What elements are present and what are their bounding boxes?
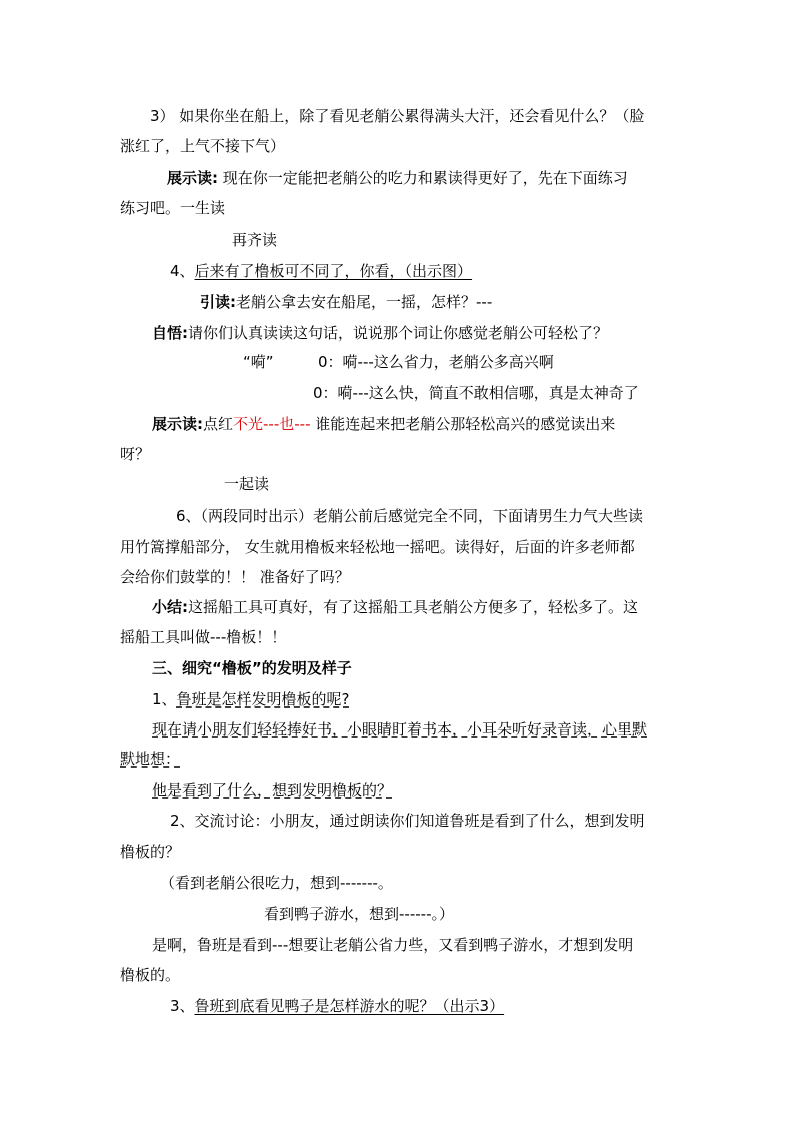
label-summary: 小结:	[152, 598, 188, 616]
label-lead-read: 引读:	[200, 293, 236, 311]
para-item-6-line1: 6、（两段同时出示）老艄公前后感觉完全不同，下面请男生力气大些读	[176, 507, 644, 525]
para-sub-2-line2: 橹板的？	[120, 843, 181, 861]
para-show-read-2	[152, 414, 615, 434]
para-instruction-line1: 现在请小朋友们轻轻捧好书，小眼睛盯着书本，小耳朵听好录音读，心里默	[152, 720, 648, 738]
item-number: 4、	[170, 262, 195, 280]
para-question: 他是看到了什么，想到发明橹板的？	[152, 781, 393, 799]
answer-2: 0：嗬---这么快，简直不敢相信哪，真是太神奇了	[313, 384, 639, 402]
para-answer-b: 看到鸭子游水，想到------。）	[264, 905, 454, 923]
item-4-text: 后来有了橹板可不同了，你看，（出示图）	[194, 262, 473, 280]
text-dot-red: 点红	[203, 415, 234, 433]
para-summary	[152, 597, 638, 617]
label-self-realize: 自悟:	[152, 324, 188, 342]
para-q3-line1: 3） 如果你坐在船上，除了看见老艄公累得满头大汗，还会看见什么？（脸	[150, 107, 645, 125]
para-answer-a: （看到老艄公很吃力，想到-------。	[160, 874, 393, 892]
text-show-read: 现在你一定能把老艄公的吃力和累读得更好了，先在下面练习	[218, 169, 628, 187]
para-read-again: 再齐读	[232, 231, 278, 249]
text-read-together: 谁能连起来把老艄公那轻松高兴的感觉读出来	[310, 415, 616, 433]
para-conclusion-line2: 橹板的。	[120, 966, 181, 984]
para-read-together: 一起读	[224, 475, 270, 493]
label-show-read-2: 展示读:	[152, 415, 203, 433]
para-sub-3	[170, 996, 504, 1016]
text-summary: 这摇船工具可真好，有了这摇船工具老艄公方便多了，轻松多了。这	[188, 598, 639, 616]
para-summary-line2: 摇船工具叫做---橹板！！	[120, 628, 287, 646]
para-self-realize	[152, 323, 608, 343]
highlight-text: 不光---也---	[233, 415, 311, 433]
para-item-6-line2: 用竹篙撑船部分， 女生就用橹板来轻松地一摇吧。读得好，后面的许多老师都	[120, 538, 635, 556]
section-heading-3: 三、细究“橹板”的发明及样子	[152, 659, 352, 677]
para-show-read-2-line2: 呀？	[120, 445, 151, 463]
answer-1: 0：嗬---这么省力，老艄公多高兴啊	[318, 353, 554, 371]
sub-3-number: 3、	[170, 997, 195, 1015]
para-show-read-1-line2: 练习吧。一生读	[120, 199, 226, 217]
para-show-read-1	[167, 168, 628, 188]
para-conclusion-line1: 是啊，鲁班是看到---想要让老艄公省力些，又看到鸭子游水，才想到发明	[152, 936, 634, 954]
para-lead-read	[200, 292, 492, 312]
para-sub-2-line1: 2、交流讨论：小朋友，通过朗读你们知道鲁班是看到了什么，想到发明	[170, 812, 645, 830]
keyword-he: “嗬”	[243, 353, 274, 371]
label-show-read: 展示读:	[167, 169, 218, 187]
text-lead-read: 老艄公拿去安在船尾，一摇，怎样？---	[236, 293, 493, 311]
para-item-4	[170, 261, 472, 281]
para-sub-1	[152, 689, 350, 709]
para-q3-line2: 涨红了，上气不接下气）	[120, 137, 286, 155]
sub-3-text: 鲁班到底看见鸭子是怎样游水的呢？（出示3）	[194, 997, 505, 1015]
sub-1-number: 1、	[152, 690, 177, 708]
text-self-realize: 请你们认真读读这句话，说说那个词让你感觉老艄公可轻松了？	[188, 324, 609, 342]
sub-1-text: 鲁班是怎样发明橹板的呢?	[176, 690, 350, 708]
para-item-6-line3: 会给你们鼓掌的！！ 准备好了吗？	[120, 568, 350, 586]
para-instruction-line2: 默地想：	[120, 750, 181, 768]
